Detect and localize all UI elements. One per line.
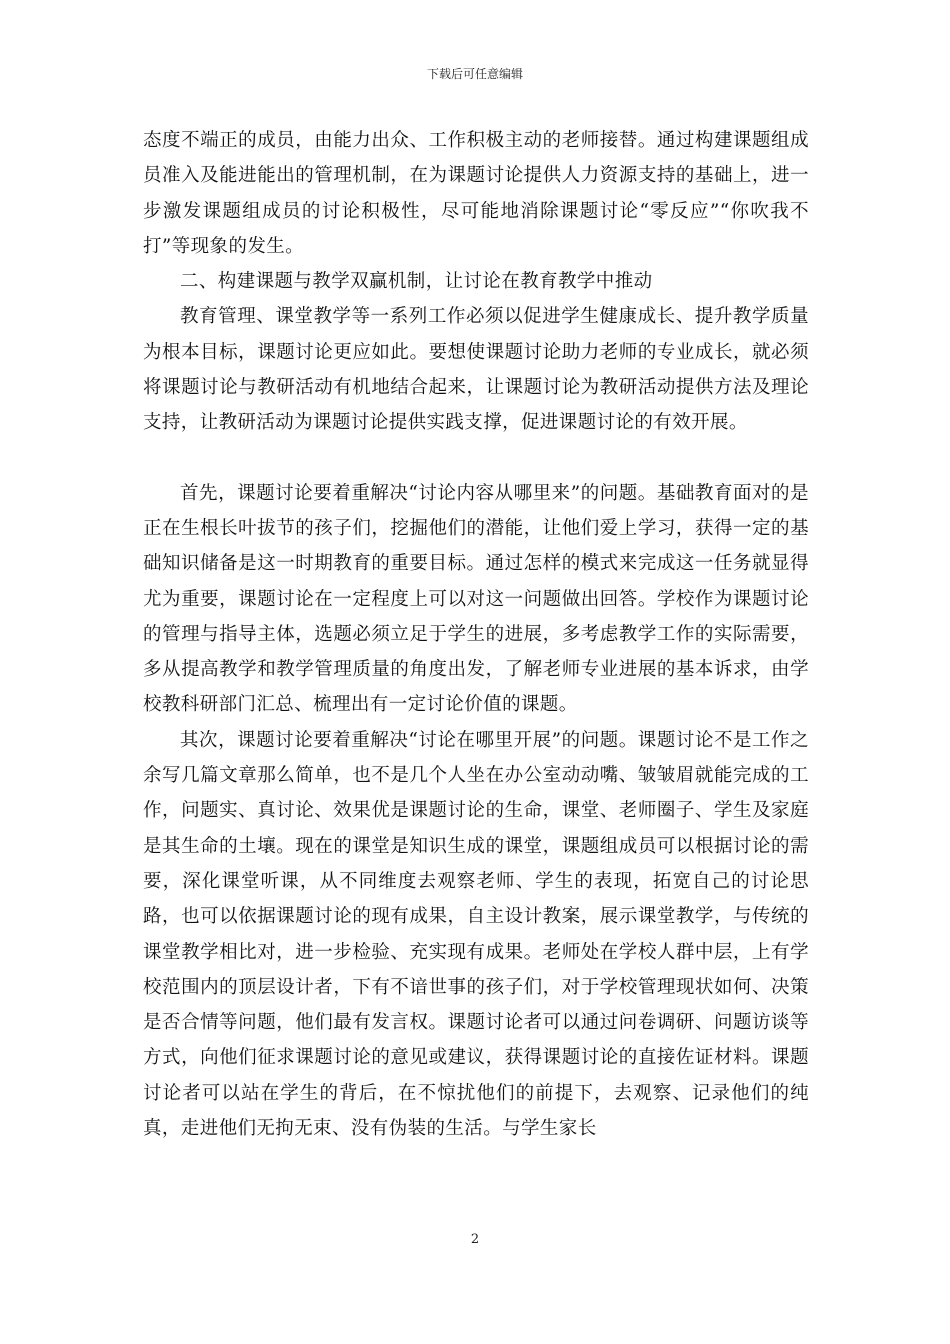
- paragraph: 其次，课题讨论要着重解决“讨论在哪里开展”的问题。课题讨论不是工作之余写几篇文章那么简单，也不是几个人坐在办公室动动嘴、皱皱眉就能完成的工作，问题实、真讨论、效果优是课题讨论的生命，课堂、老师圈子、学生及家庭是其生命的土壤。现在的课堂是知识生成的课堂，课题组成员可以根据讨论的需要，深化课堂听课，从不同维度去观察老师、学生的表现，拓宽自己的讨论思路，也可以依据课题讨论的现有成果，自主设计教案，展示课堂教学，与传统的课堂教学相比对，进一步检验、充实现有成果。老师处在学校人群中层，上有学校范围内的顶层设计者，下有不谙世事的孩子们，对于学校管理现状如何、决策是否合情等问题，他们最有发言权。课题讨论者可以通过问卷调研、问题访谈等方式，向他们征求课题讨论的意见或建议，获得课题讨论的直接佐证材料。课题讨论者可以站在学生的背后，在不惊扰他们的前提下，去观察、记录他们的纯真，走进他们无拘无束、没有伪装的生活。与学生家长: [143, 729, 809, 1140]
- page-header: 下载后可任意编辑: [426, 67, 523, 81]
- document-body: [143, 123, 809, 1146]
- paragraph: 首先，课题讨论要着重解决“讨论内容从哪里来”的问题。基础教育面对的是正在生根长叶拔节的孩子们，挖掘他们的潜能，让他们爱上学习，获得一定的基础知识储备是这一时期教育的重要目标。通过怎样的模式来完成这一任务就显得尤为重要，课题讨论在一定程度上可以对这一问题做出回答。学校作为课题讨论的管理与指导主体，选题必须立足于学生的进展，多考虑教学工作的实际需要，多从提高教学和教学管理质量的角度出发，了解老师专业进展的基本诉求，由学校教科研部门汇总、梳理出有一定讨论价值的课题。: [143, 482, 809, 716]
- paragraph-continued: 态度不端正的成员，由能力出众、工作积极主动的老师接替。通过构建课题组成员准入及能进能出的管理机制，在为课题讨论提供人力资源支持的基础上，进一步激发课题组成员的讨论积极性，尽可能地消除课题讨论“零反应”“你吹我不打”等现象的发生。: [143, 130, 809, 257]
- page-number: 2: [470, 1232, 480, 1247]
- section-heading: 二、构建课题与教学双赢机制，让讨论在教育教学中推动: [180, 271, 653, 293]
- paragraph: 教育管理、课堂教学等一系列工作必须以促进学生健康成长、提升教学质量为根本目标，课题讨论更应如此。要想使课题讨论助力老师的专业成长，就必须将课题讨论与教研活动有机地结合起来，让课题讨论为教研活动提供方法及理论支持，让教研活动为课题讨论提供实践支撑，促进课题讨论的有效开展。: [143, 306, 809, 434]
